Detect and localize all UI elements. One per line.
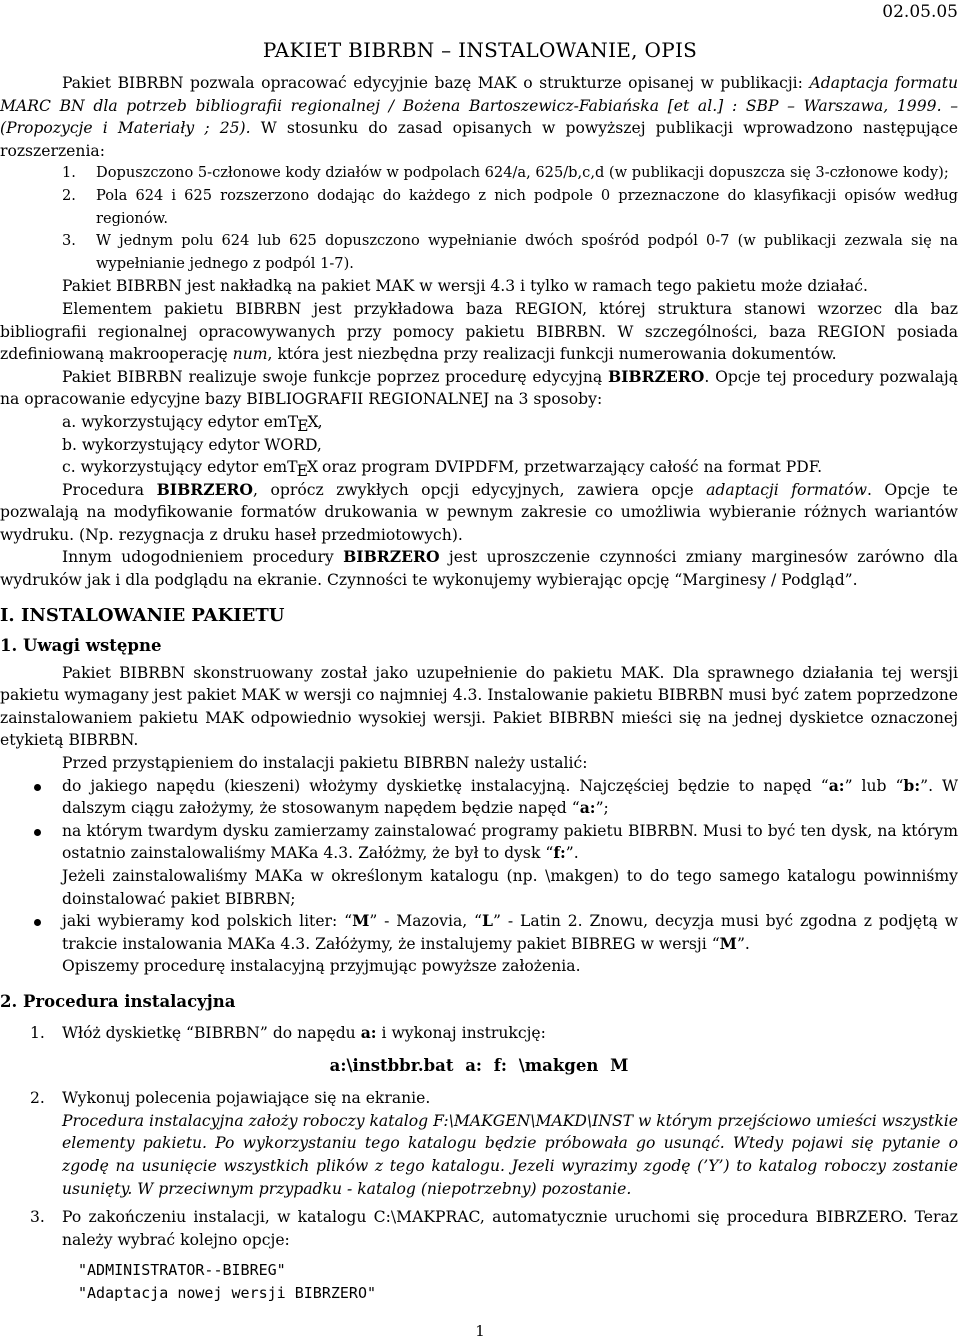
text: Po zakończeniu instalacji, w katalogu C:\MAKPRAC, automatycznie uruchomi się procedura BIBRZERO. Teraz należy wybrać kolejno opcje:: [62, 1208, 958, 1249]
item-number: 1.: [62, 164, 76, 182]
install-step-3: [0, 1206, 958, 1251]
assumption-disk: [0, 820, 958, 910]
text: ” - Mazovia, “: [369, 912, 483, 931]
step-number: 2.: [30, 1089, 45, 1108]
extension-item-2: [0, 185, 958, 230]
text: Elementem pakietu BIBRBN jest przykładowa baza REGION, której struktura stanowi wzorzec dla baz bibliografii regionalnej opracowywanych przy pomocy pakietu BIBRBN. W szczególności, baza REGION posiada zdefiniowaną makrooperację: [0, 299, 958, 364]
drive: b:: [903, 775, 921, 795]
item-number: 2.: [62, 186, 76, 204]
install-step-2-note: Procedura instalacyjna założy roboczy katalog F:\MAKGEN\MAKD\INST w którym przejściowo umieści wszystkie elementy pakietu. Po wykorzystaniu tego katalogu będzie próbowała go usunąć. Wtedy pojawi się pytanie o zgodę na usunięcie wszystkich plików z tego katalogu. Jezeli wyrazimy zgodę (’Y’) to katalog roboczy zostanie usunięty. W przeciwnym przypadku - katalog (niepotrzebny) pozostanie.: [62, 1111, 958, 1198]
text: , która jest niezbędna przy realizacji funkcji numerowania dokumentów.: [267, 345, 837, 364]
text: Pakiet BIBRBN realizuje swoje funkcje poprzez procedurę edycyjną: [62, 367, 608, 386]
section-heading: I. INSTALOWANIE PAKIETU: [0, 604, 285, 626]
item-text: W jednym polu 624 lub 625 dopuszczono wypełnianie dwóch spośród podpól 0-7 (w publikacji zezwala się na wypełnianie jednego z podpól 1-7).: [96, 232, 958, 272]
bullet-icon: [34, 829, 41, 836]
paragraph-describe: Opiszemy procedurę instalacyjną przyjmując powyższe założenia.: [62, 957, 581, 976]
tex-t: T: [287, 412, 298, 431]
item-text: Pola 624 i 625 rozszerzono dodając do każdego z nich podpole 0 przeznaczone do klasyfikacji opisów według regionów.: [96, 186, 958, 227]
paragraph-requirements: Pakiet BIBRBN skonstruowany został jako uzupełnienie do pakietu MAK. Dla sprawnego działania tej wersji pakietu wymagany jest pakiet MAK w wersji co najmniej 4.3. Instalowanie pakietu BIBRBN musi być zatem poprzedzone zainstalowaniem pakietu MAK odpowiednio wysokiej wersji. Pakiet BIBRBN mieści się na jednej dyskietce oznaczonej etykietą BIBRBN.: [0, 663, 958, 750]
intro-text-end: W stosunku do zasad opisanych w powyższej publikacji wprowadzono następujące rozszerzenia:: [0, 119, 958, 160]
bullet-icon: [34, 919, 41, 926]
tex-t: T: [287, 458, 297, 477]
paragraph-adaptation: [0, 479, 958, 547]
drive: a:: [579, 798, 596, 818]
option-adaptation: "Adaptacja nowej wersji BIBRZERO": [78, 1283, 377, 1302]
way-c: [0, 456, 958, 479]
item-number: 3.: [62, 232, 76, 250]
emphasis: adaptacji formatów: [706, 480, 867, 499]
tex-e: E: [296, 462, 307, 481]
bullet-icon: [34, 784, 41, 791]
text: i wykonaj instrukcję:: [376, 1023, 546, 1042]
way-a: [0, 411, 958, 434]
assumption-code: [0, 910, 958, 955]
text: a. wykorzystujący edytor em: [62, 412, 288, 431]
intro-text: Pakiet BIBRBN pozwala opracować edycyjnie bazę MAK o strukturze opisanej w publikacji:: [62, 74, 810, 92]
text: , oprócz zwykłych opcji edycyjnych, zawiera opcje: [253, 480, 707, 499]
install-steps: [0, 1022, 958, 1305]
drive: a:: [828, 775, 845, 795]
code: L: [482, 911, 494, 931]
subsection-heading-1: 1. Uwagi wstępne: [0, 635, 162, 655]
text: jaki wybieramy kod polskich liter: “: [62, 912, 353, 931]
text: Innym udogodnieniem procedury: [62, 548, 344, 567]
way-b: b. wykorzystujący edytor WORD,: [62, 435, 322, 454]
paragraph-margins: [0, 546, 958, 591]
code: M: [352, 911, 370, 931]
procedure-name: BIBRZERO: [607, 366, 705, 386]
text: ” lub “: [844, 776, 904, 795]
step-number: 1.: [30, 1023, 45, 1042]
text: . Opcje tej procedury pozwalają na opracowanie edycyjne bazy BIBLIOGRAFII REGIONALNEJ na 3 sposoby:: [0, 367, 958, 409]
code: M: [719, 933, 737, 953]
text: . Opcje te pozwalają na modyfikowanie formatów drukowania w pewnym zakresie co umożliwia wybieranie różnych wariantów wydruku. (Np. rezygnacja z druku haseł przedmiotowych).: [0, 480, 958, 544]
tex-logo: [287, 412, 318, 435]
menu-options: [0, 1259, 958, 1304]
document-body: [0, 72, 958, 1305]
page-number: 1: [475, 1322, 485, 1340]
tex-x: X: [307, 412, 318, 431]
text: ” - Latin 2. Znowu, decyzja musi być zgodna z podjętą w trakcie instalowania MAKa 4.3. Załóżymy, że instalujemy pakiet BIBREG w wersji “: [62, 912, 958, 953]
document-date: 02.05.05: [882, 2, 958, 22]
step-number: 3.: [30, 1208, 45, 1227]
tex-x: X: [306, 458, 318, 477]
drive: f:: [553, 843, 566, 863]
paragraph-before-install: Przed przystąpieniem do instalacji pakietu BIBRBN należy ustalić:: [62, 754, 588, 773]
text: ”. W dalszym ciągu założymy, że stosowanym napędem będzie napęd “: [62, 776, 958, 818]
install-step-1: [0, 1022, 958, 1045]
text: ”.: [565, 844, 579, 863]
text: jest uproszczenie czynności zmiany marginesów zarówno dla wydruków jak i dla podglądu na ekranie. Czynności te wykonujemy wybierając opcję “Marginesy / Podgląd”.: [0, 548, 958, 590]
text: c. wykorzystujący edytor em: [62, 458, 288, 477]
text: oraz program DVIPDFM, przetwarzający całość na format PDF.: [317, 458, 823, 477]
drive: a:: [360, 1022, 377, 1042]
text: Włóż dyskietkę “BIBRBN” do napędu: [62, 1023, 361, 1042]
tex-logo: [287, 458, 318, 481]
assumption-drive: [0, 775, 958, 820]
item-text: Dopuszczono 5-członowe kody działów w podpolach 624/a, 625/b,c,d (w publikacji dopuszcza się 3-członowe kody);: [96, 164, 949, 182]
paragraph-procedure: [0, 366, 958, 411]
text: ,: [317, 412, 323, 431]
text: ”;: [595, 799, 609, 818]
text: na którym twardym dysku zamierzamy zainstalować programy pakietu BIBRBN. Musi to być ten dysk, na którym ostatnio zainstalowaliśmy MAKa 4.3. Załóżmy, że był to dysk “: [62, 821, 958, 863]
procedure-name: BIBRZERO: [156, 479, 254, 499]
text: Wykonuj polecenia pojawiające się na ekranie.: [62, 1089, 431, 1108]
procedure-name: BIBRZERO: [343, 547, 440, 567]
option-administrator: "ADMINISTRATOR--BIBREG": [78, 1261, 286, 1280]
assumptions-list: [0, 775, 958, 956]
text: Procedura: [62, 480, 157, 499]
extension-item-3: [0, 230, 958, 275]
subsection-heading-2: 2. Procedura instalacyjna: [0, 991, 236, 1011]
publication-citation: Adaptacja formatu MARC BN dla potrzeb bibliografii regionalnej / Bożena Bartoszewicz-Fabiańska [et al.] : SBP – Warszawa, 1999. – (Propozycje i Materiały ; 25).: [0, 74, 958, 138]
macro-name: num: [232, 345, 268, 364]
paragraph-region: [0, 298, 958, 366]
assumption-disk-note: Jeżeli zainstalowaliśmy MAKa w określonym katalogu (np. \makgen) to do tego samego katalogu powinniśmy doinstalować pakiet BIBRBN;: [62, 867, 958, 908]
document-title: PAKIET BIBRBN – INSTALOWANIE, OPIS: [262, 38, 698, 62]
intro-paragraph: [0, 72, 958, 162]
tex-e: E: [297, 416, 308, 435]
paragraph-overlay: Pakiet BIBRBN jest nakładką na pakiet MAK w wersji 4.3 i tylko w ramach tego pakietu może działać.: [62, 277, 868, 296]
install-step-2: [0, 1087, 958, 1200]
text: do jakiego napędu (kieszeni) włożymy dyskietkę instalacyjną. Najczęściej będzie to napęd “: [62, 776, 829, 795]
text: ”.: [736, 934, 750, 953]
install-command: a:\instbbr.bat a: f: \makgen M: [329, 1055, 629, 1075]
extension-item-1: [0, 162, 958, 185]
